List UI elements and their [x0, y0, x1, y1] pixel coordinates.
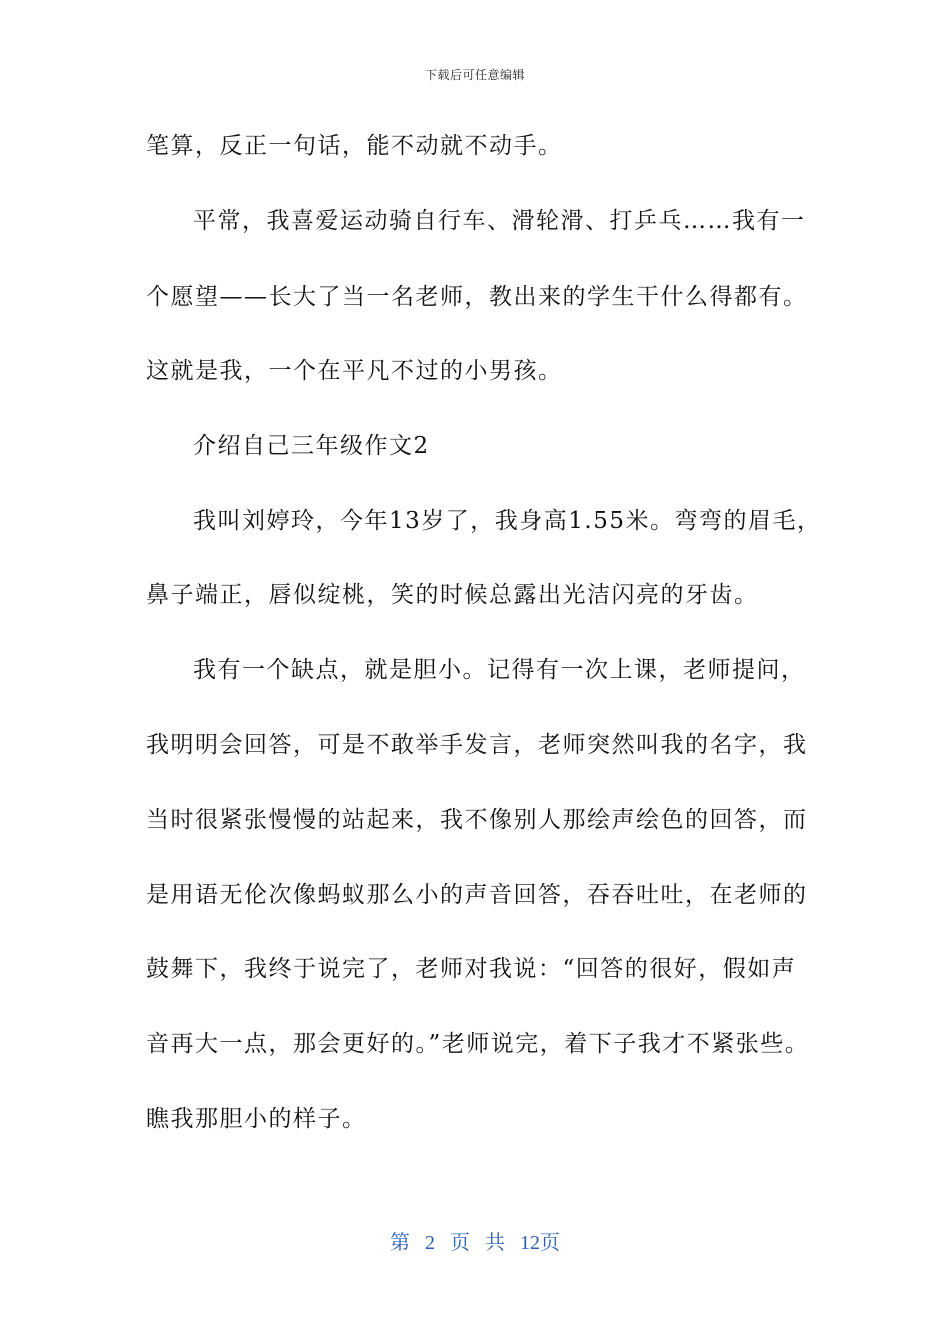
page-number: 第 2 页 共 12页 [390, 1232, 560, 1254]
body-line: 是用语无伦次像蚂蚁那么小的声音回答，吞吞吐吐，在老师的 [146, 882, 808, 908]
body-line: 鼓舞下，我终于说完了，老师对我说：“回答的很好，假如声 [146, 956, 797, 982]
body-line: 我明明会回答，可是不敢举手发言，老师突然叫我的名字，我 [146, 732, 808, 758]
body-line: 瞧我那胆小的样子。 [146, 1106, 367, 1132]
body-line: 当时很紧张慢慢的站起来，我不像别人那绘声绘色的回答，而 [146, 807, 808, 833]
body-line: 我有一个缺点，就是胆小。记得有一次上课，老师提问， [193, 657, 806, 683]
body-line: 音再大一点，那会更好的。”老师说完，着下子我才不紧张些。 [146, 1031, 810, 1057]
body-line: 我叫刘婷玲，今年13岁了，我身高1.55米。弯弯的眉毛， [193, 508, 822, 534]
page-header: 下载后可任意编辑 [424, 68, 525, 82]
section-heading: 介绍自己三年级作文2 [193, 433, 430, 459]
body-line: 这就是我，一个在平凡不过的小男孩。 [146, 358, 563, 384]
body-line: 鼻子端正，唇似绽桃，笑的时候总露出光洁闪亮的牙齿。 [146, 582, 759, 608]
body-line: 平常，我喜爱运动骑自行车、滑轮滑、打乒乓……我有一 [193, 208, 806, 234]
body-line: 个愿望——长大了当一名老师，教出来的学生干什么得都有。 [146, 284, 808, 310]
body-line: 笔算，反正一句话，能不动就不动手。 [146, 133, 563, 159]
